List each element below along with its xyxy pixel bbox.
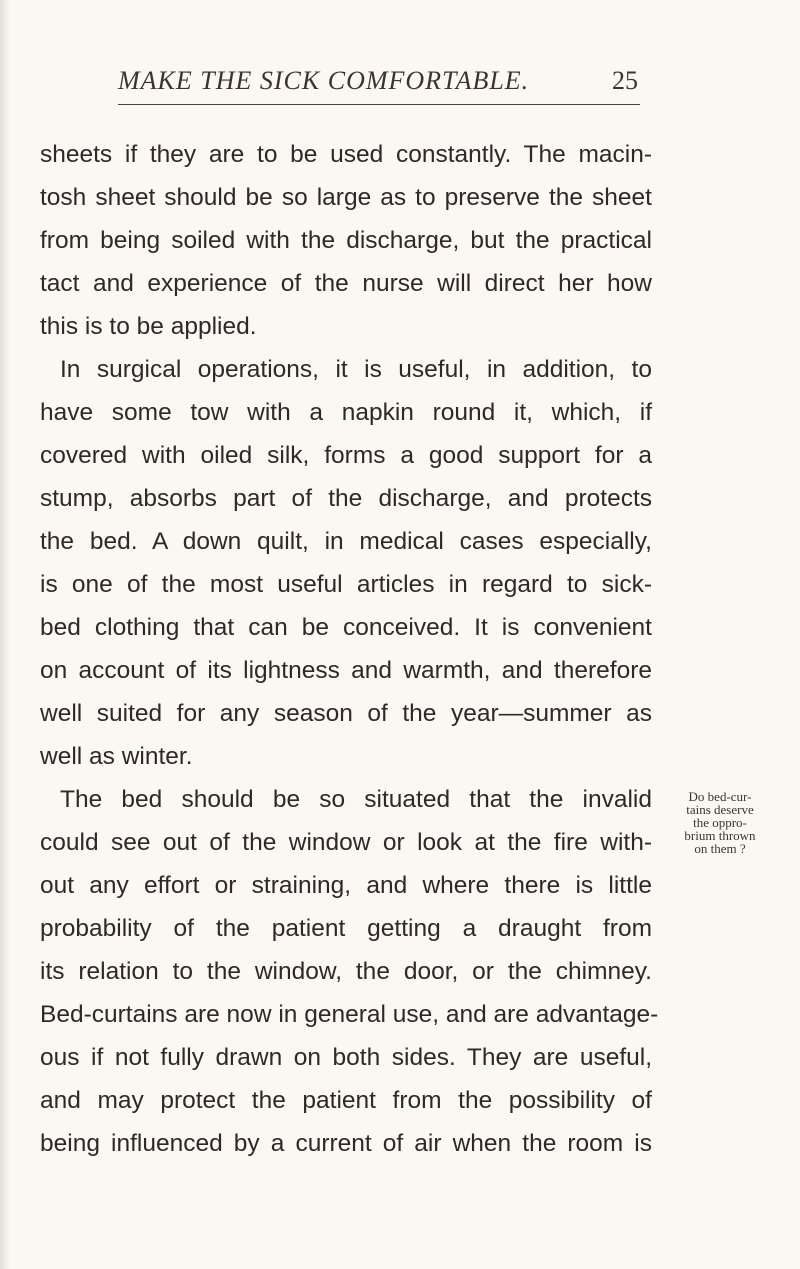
paragraph-start-line: In surgical operations, it is useful, in addition, to: [60, 356, 652, 383]
margin-note-line: the oppro-: [693, 815, 747, 830]
margin-note-line: on them ?: [694, 841, 746, 856]
text-line: sheets if they are to be used constantly. The macin-: [40, 141, 652, 168]
page-number: 25: [612, 66, 638, 95]
text-line: covered with oiled silk, forms a good support for a: [40, 442, 652, 469]
text-line: probability of the patient getting a draught from: [40, 915, 652, 942]
text-line: tosh sheet should be so large as to preserve the sheet: [40, 184, 652, 211]
text-line: ous if not fully drawn on both sides. They are useful,: [40, 1044, 652, 1071]
margin-note-line: Do bed-cur-: [688, 789, 752, 804]
text-line: well as winter.: [40, 743, 193, 770]
text-line: from being soiled with the discharge, but the practical: [40, 227, 652, 254]
margin-note-line: brium thrown: [684, 828, 756, 843]
text-line: the bed. A down quilt, in medical cases especially,: [40, 528, 652, 555]
text-line: bed clothing that can be conceived. It is convenient: [40, 614, 652, 641]
text-line: on account of its lightness and warmth, and therefore: [40, 657, 652, 684]
text-line: tact and experience of the nurse will direct her how: [40, 270, 652, 297]
running-title: MAKE THE SICK COMFORTABLE.: [118, 66, 530, 95]
margin-note: [660, 790, 780, 855]
text-line: and may protect the patient from the possibility of: [40, 1087, 652, 1114]
text-line: have some tow with a napkin round it, which, if: [40, 399, 652, 426]
text-line: is one of the most useful articles in regard to sick-: [40, 571, 652, 598]
text-line: Bed-curtains are now in general use, and are advantage-: [40, 1001, 659, 1028]
paragraph-start-line: The bed should be so situated that the invalid: [60, 786, 652, 813]
text-line: could see out of the window or look at the fire with-: [40, 829, 652, 856]
text-line: this is to be applied.: [40, 313, 257, 340]
text-line: out any effort or straining, and where there is little: [40, 872, 652, 899]
text-line: being influenced by a current of air when the room is: [40, 1130, 652, 1157]
text-line: its relation to the window, the door, or the chimney.: [40, 958, 652, 985]
text-line: well suited for any season of the year—summer as: [40, 700, 652, 727]
running-header: [118, 66, 638, 106]
page-edge-shadow: [0, 0, 10, 1269]
header-rule: [118, 104, 640, 105]
margin-note-line: tains deserve: [686, 802, 754, 817]
text-line: stump, absorbs part of the discharge, and protects: [40, 485, 652, 512]
